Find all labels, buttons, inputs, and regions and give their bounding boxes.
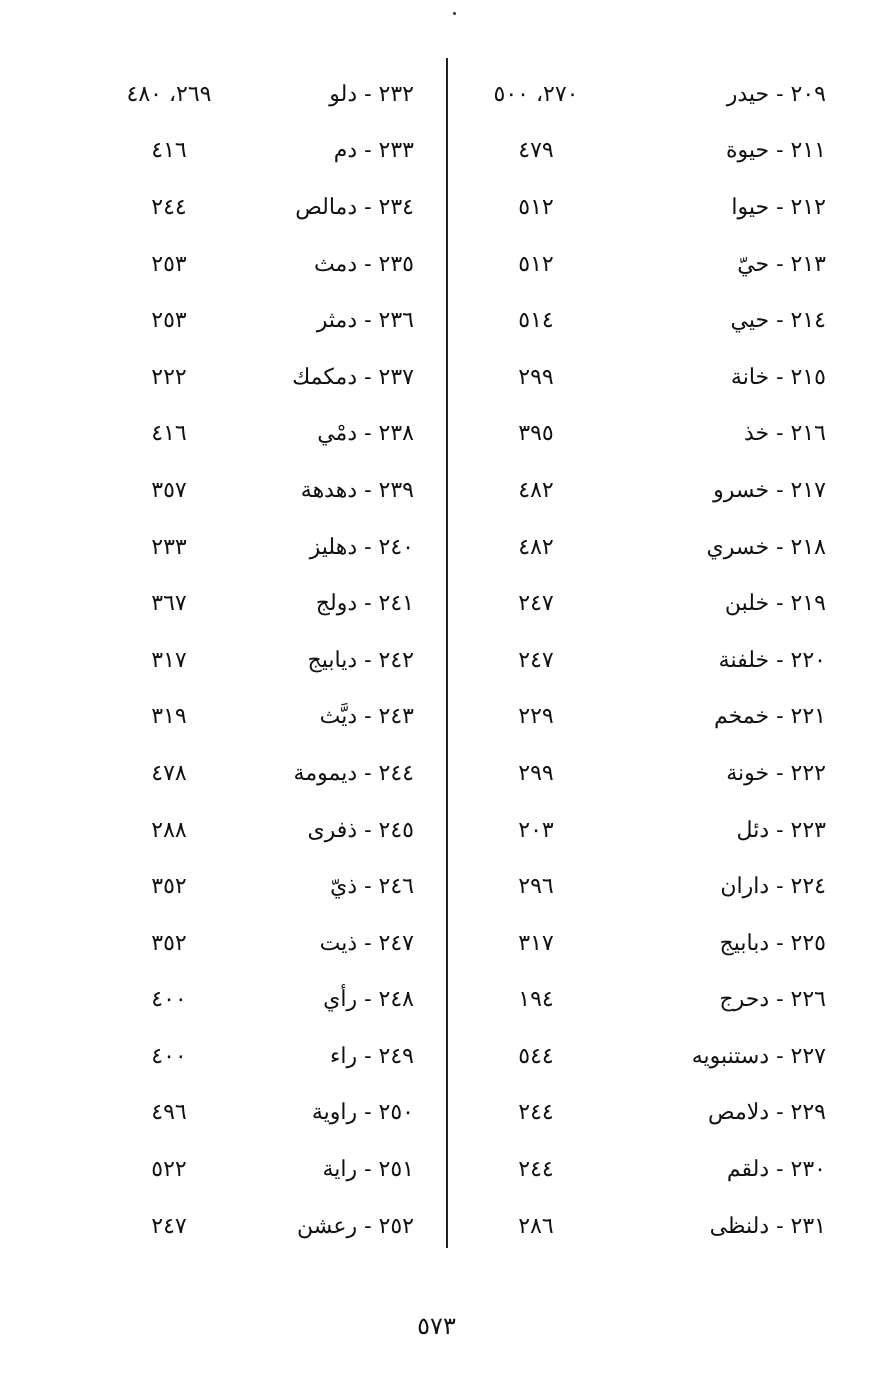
index-entry: ٢٤٣ - ديَّث xyxy=(319,704,414,730)
index-entry: ٢٤١ - دولج xyxy=(315,591,414,617)
index-entry: ٢٤٦ - ذيّ xyxy=(330,874,414,900)
index-entry: ٢٥٢ - رعشن xyxy=(297,1213,414,1239)
index-entry: ٢٣٦ - دمثر xyxy=(316,308,414,334)
index-pages: ٣٥٢ xyxy=(151,874,187,900)
index-entry: ٢٣٤ - دمالص xyxy=(295,194,414,220)
index-entry: ٢٣٠ - دلقم xyxy=(726,1157,826,1183)
index-entry: ٢٤٥ - ذفرى xyxy=(307,817,414,843)
index-row xyxy=(470,66,840,123)
index-row xyxy=(100,689,430,746)
index-entry: ٢٥٠ - راوية xyxy=(311,1100,414,1126)
index-pages: ٥١٢ xyxy=(518,251,554,277)
index-entry: ٢٣٧ - دمكمك xyxy=(292,364,414,390)
index-entry: ٢٥١ - راية xyxy=(322,1157,414,1183)
index-row xyxy=(100,462,430,519)
scan-dot xyxy=(453,12,456,15)
index-row xyxy=(100,1028,430,1085)
index-pages: ٥١٢ xyxy=(518,194,554,220)
index-entry: ٢١٧ - خسرو xyxy=(713,477,826,503)
index-row xyxy=(470,123,840,180)
index-entry: ٢٤٤ - ديمومة xyxy=(293,760,414,786)
index-pages: ٢٢٩ xyxy=(518,704,554,730)
index-pages: ٣٦٧ xyxy=(151,591,187,617)
index-row xyxy=(100,236,430,293)
index-entry: ٢٢٠ - خلفنة xyxy=(718,647,826,673)
index-row xyxy=(470,236,840,293)
index-row xyxy=(100,519,430,576)
index-row xyxy=(470,1085,840,1142)
index-pages: ٢٢٢ xyxy=(151,364,187,390)
index-entry: ٢١٩ - خلبن xyxy=(724,591,826,617)
index-pages: ٣٥٧ xyxy=(151,477,187,503)
index-entry: ٢٢٥ - دبابيج xyxy=(719,930,826,956)
index-row xyxy=(100,1141,430,1198)
index-entry: ٢٢٩ - دلامص xyxy=(708,1100,826,1126)
column-divider xyxy=(446,58,448,1248)
index-pages: ٢٥٣ xyxy=(151,251,187,277)
index-pages: ٢٦٩، ٤٨٠ xyxy=(126,81,212,107)
index-pages: ٢٩٩ xyxy=(518,760,554,786)
index-entry: ٢١٤ - حيي xyxy=(730,308,826,334)
index-row xyxy=(470,292,840,349)
index-pages: ٢٠٣ xyxy=(518,817,554,843)
index-entry: ٢٤٢ - ديابيج xyxy=(307,647,414,673)
index-entry: ٢٣١ - دلنظى xyxy=(709,1213,826,1239)
index-pages: ٤١٦ xyxy=(151,138,187,164)
index-pages: ٥٢٢ xyxy=(151,1157,187,1183)
index-row xyxy=(100,1198,430,1255)
index-row xyxy=(100,972,430,1029)
index-row xyxy=(100,802,430,859)
index-pages: ٣١٩ xyxy=(151,704,187,730)
index-pages: ٢٤٤ xyxy=(518,1100,554,1126)
index-row xyxy=(470,745,840,802)
index-entry: ٢٢١ - خمخم xyxy=(713,704,826,730)
index-entry: ٢١٢ - حيوا xyxy=(731,194,826,220)
index-row xyxy=(470,406,840,463)
index-entry: ٢٢٦ - دحرج xyxy=(719,987,826,1013)
index-row xyxy=(470,1198,840,1255)
index-row xyxy=(100,745,430,802)
index-row xyxy=(470,1028,840,1085)
index-pages: ٢٨٦ xyxy=(518,1213,554,1239)
index-pages: ٢٤٧ xyxy=(518,647,554,673)
index-entry: ٢١٦ - خذ xyxy=(743,421,826,447)
index-entry: ٢٢٢ - خونة xyxy=(726,760,826,786)
index-row xyxy=(100,123,430,180)
index-row xyxy=(470,519,840,576)
index-pages: ٣١٧ xyxy=(518,930,554,956)
index-pages: ٣١٧ xyxy=(151,647,187,673)
index-entry: ٢٣٥ - دمث xyxy=(313,251,414,277)
index-pages: ٢٩٦ xyxy=(518,874,554,900)
index-entry: ٢٤٧ - ذيت xyxy=(319,930,414,956)
index-row xyxy=(470,689,840,746)
index-row xyxy=(470,179,840,236)
index-row xyxy=(100,915,430,972)
index-row xyxy=(100,179,430,236)
index-row xyxy=(470,575,840,632)
index-pages: ٢٨٨ xyxy=(151,817,187,843)
index-entry: ٢٠٩ - حيدر xyxy=(726,81,826,107)
index-entry: ٢٣٣ - دم xyxy=(333,138,414,164)
index-row xyxy=(100,406,430,463)
index-entry: ٢١١ - حيوة xyxy=(725,138,826,164)
index-entry: ٢٢٧ - دستنبويه xyxy=(691,1043,826,1069)
index-entry: ٢٣٢ - دلو xyxy=(329,81,414,107)
index-entry: ٢٣٨ - دمْي xyxy=(317,421,414,447)
index-row xyxy=(100,349,430,406)
index-row xyxy=(470,802,840,859)
index-pages: ٤١٦ xyxy=(151,421,187,447)
index-row xyxy=(470,1141,840,1198)
index-entry: ٢١٥ - خانة xyxy=(730,364,826,390)
index-row xyxy=(100,858,430,915)
index-entry: ٢٤٨ - رأي xyxy=(323,987,414,1013)
index-pages: ١٩٤ xyxy=(518,987,554,1013)
page-number: ٥٧٣ xyxy=(417,1312,456,1340)
index-entry: ٢٢٣ - دئل xyxy=(736,817,826,843)
index-pages: ٢٥٣ xyxy=(151,308,187,334)
index-entry: ٢٢٤ - داران xyxy=(720,874,826,900)
index-pages: ٢٤٧ xyxy=(518,591,554,617)
index-row xyxy=(100,292,430,349)
index-row xyxy=(470,972,840,1029)
index-row xyxy=(470,915,840,972)
index-pages: ٣٩٥ xyxy=(518,421,554,447)
index-row xyxy=(470,462,840,519)
index-row xyxy=(100,66,430,123)
index-pages: ٤٠٠ xyxy=(151,1043,187,1069)
index-row xyxy=(470,632,840,689)
index-row xyxy=(470,858,840,915)
index-entry: ٢١٣ - حيّ xyxy=(737,251,826,277)
index-entry: ٢١٨ - خسري xyxy=(706,534,826,560)
index-entry: ٢٤٠ - دهليز xyxy=(309,534,414,560)
index-pages: ٢٤٤ xyxy=(518,1157,554,1183)
index-pages: ٤٠٠ xyxy=(151,987,187,1013)
index-column-right xyxy=(470,66,840,1254)
index-pages: ٥١٤ xyxy=(518,308,554,334)
index-pages: ٢٤٧ xyxy=(151,1213,187,1239)
index-pages: ٢٣٣ xyxy=(151,534,187,560)
index-pages: ٤٧٩ xyxy=(518,138,554,164)
index-row xyxy=(100,1085,430,1142)
index-pages: ٤٨٢ xyxy=(518,534,554,560)
index-pages: ٤٧٨ xyxy=(151,760,187,786)
index-column-left xyxy=(100,66,430,1254)
index-entry: ٢٣٩ - دهدهة xyxy=(300,477,414,503)
index-pages: ٢٤٤ xyxy=(151,194,187,220)
index-pages: ٤٨٢ xyxy=(518,477,554,503)
index-entry: ٢٤٩ - راء xyxy=(330,1043,414,1069)
index-row xyxy=(470,349,840,406)
index-row xyxy=(100,575,430,632)
index-pages: ٤٩٦ xyxy=(151,1100,187,1126)
index-pages: ٣٥٢ xyxy=(151,930,187,956)
index-pages: ٥٤٤ xyxy=(518,1043,554,1069)
index-pages: ٢٧٠، ٥٠٠ xyxy=(493,81,579,107)
index-pages: ٢٩٩ xyxy=(518,364,554,390)
index-row xyxy=(100,632,430,689)
